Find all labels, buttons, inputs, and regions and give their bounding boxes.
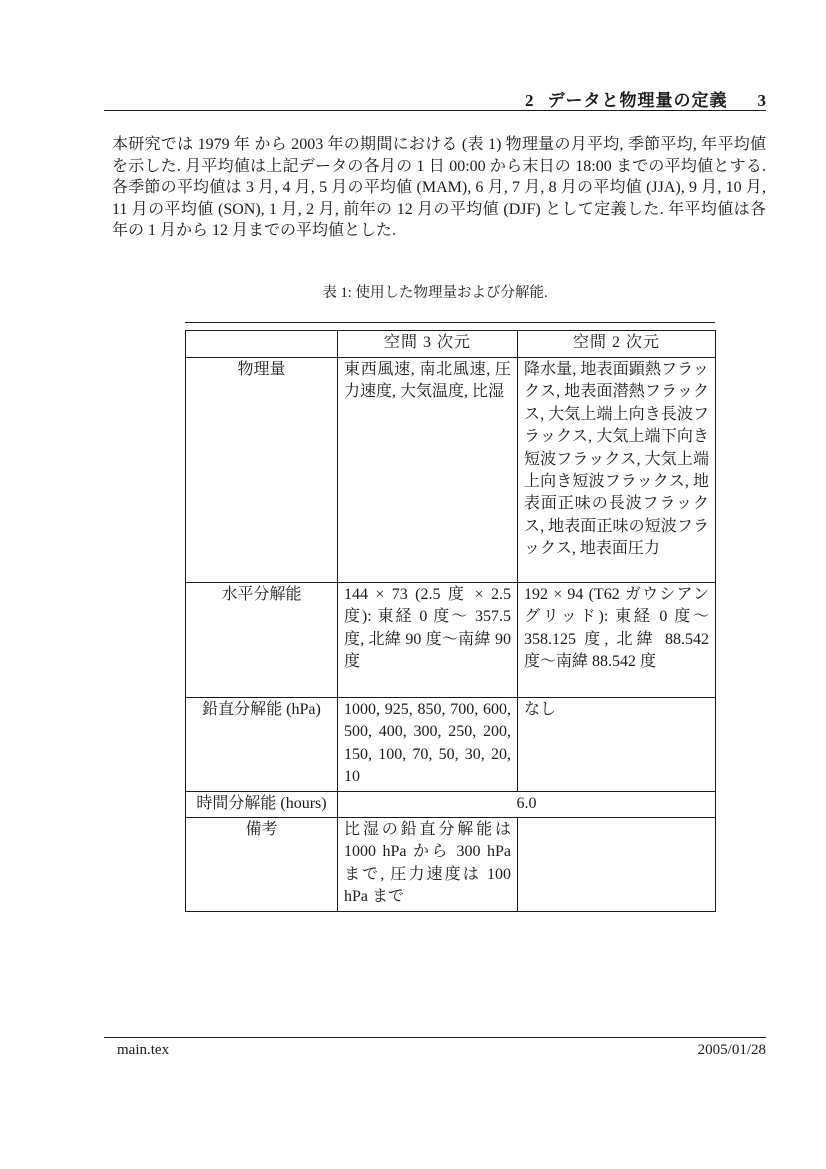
resolution-table — [185, 330, 716, 912]
cell-remarks-3d: 比湿の鉛直分解能は 1000 hPa から 300 hPa まで, 圧力速度は 100 hPa まで — [338, 818, 518, 912]
header-rule — [104, 110, 766, 111]
row-label-temporal: 時間分解能 (hours) — [186, 791, 338, 817]
header-cell-2d: 空間 2 次元 — [518, 331, 716, 358]
body-paragraph: 本研究では 1979 年 から 2003 年の期間における (表 1) 物理量の月平均, 季節平均, 年平均値を示した. 月平均値は上記データの各月の 1 日 00:00 から末日の 18:00 までの平均値とする. 各季節の平均値は 3 月, 4 月, 5 月の平均値 (MAM), 6 月, 7 月, 8 月の平均値 (JJA), 9 月, 10 月, 11 月の平均値 (SON), 1 月, 2 月, 前年の 12 月の平均値 (DJF) として定義した. 年平均値は各年の 1 月から 12 月までの平均値とした. — [112, 136, 766, 239]
header-cell-3d: 空間 3 次元 — [338, 331, 518, 358]
running-header — [104, 86, 766, 111]
row-label-remarks: 備考 — [186, 818, 338, 912]
cell-horizontal-2d: 192 × 94 (T62 ガウシアングリッド): 東経 0 度〜358.125 度, 北緯 88.542 度〜南緯 88.542 度 — [518, 583, 716, 698]
footer-rule — [104, 1037, 766, 1038]
page-number: 3 — [757, 91, 766, 110]
header-cell-empty — [186, 331, 338, 358]
footer-date: 2005/01/28 — [697, 1042, 766, 1058]
table-row-remarks — [186, 818, 716, 912]
table-caption: 表 1: 使用した物理量および分解能. — [322, 285, 548, 301]
table-row-temporal-resolution — [186, 791, 716, 817]
table-row-quantities — [186, 358, 716, 583]
cell-remarks-2d — [518, 818, 716, 912]
cell-temporal-value: 6.0 — [338, 791, 716, 817]
row-label-horizontal: 水平分解能 — [186, 583, 338, 698]
table-top-rule — [185, 322, 715, 323]
section-title: データと物理量の定義 — [547, 91, 728, 110]
cell-vertical-3d: 1000, 925, 850, 700, 600, 500, 400, 300, 250, 200, 150, 100, 70, 50, 30, 20, 10 — [338, 698, 518, 792]
section-number: 2 — [525, 91, 534, 110]
footer-filename: main.tex — [117, 1042, 170, 1058]
table-row-vertical-resolution — [186, 698, 716, 792]
table-row-horizontal-resolution — [186, 583, 716, 698]
cell-quantities-2d: 降水量, 地表面顕熱フラックス, 地表面潜熱フラックス, 大気上端上向き長波フラックス, 大気上端下向き短波フラックス, 大気上端上向き短波フラックス, 地表面正味の長波フラックス, 地表面正味の短波フラックス, 地表面圧力 — [518, 358, 716, 583]
table-header-row — [186, 331, 716, 358]
page-footer — [104, 1042, 766, 1059]
row-label-quantities: 物理量 — [186, 358, 338, 583]
cell-vertical-2d: なし — [518, 698, 716, 792]
cell-horizontal-3d: 144 × 73 (2.5 度 × 2.5 度): 東経 0 度〜 357.5 度, 北緯 90 度〜南緯 90 度 — [338, 583, 518, 698]
cell-quantities-3d: 東西風速, 南北風速, 圧力速度, 大気温度, 比湿 — [338, 358, 518, 583]
row-label-vertical: 鉛直分解能 (hPa) — [186, 698, 338, 792]
